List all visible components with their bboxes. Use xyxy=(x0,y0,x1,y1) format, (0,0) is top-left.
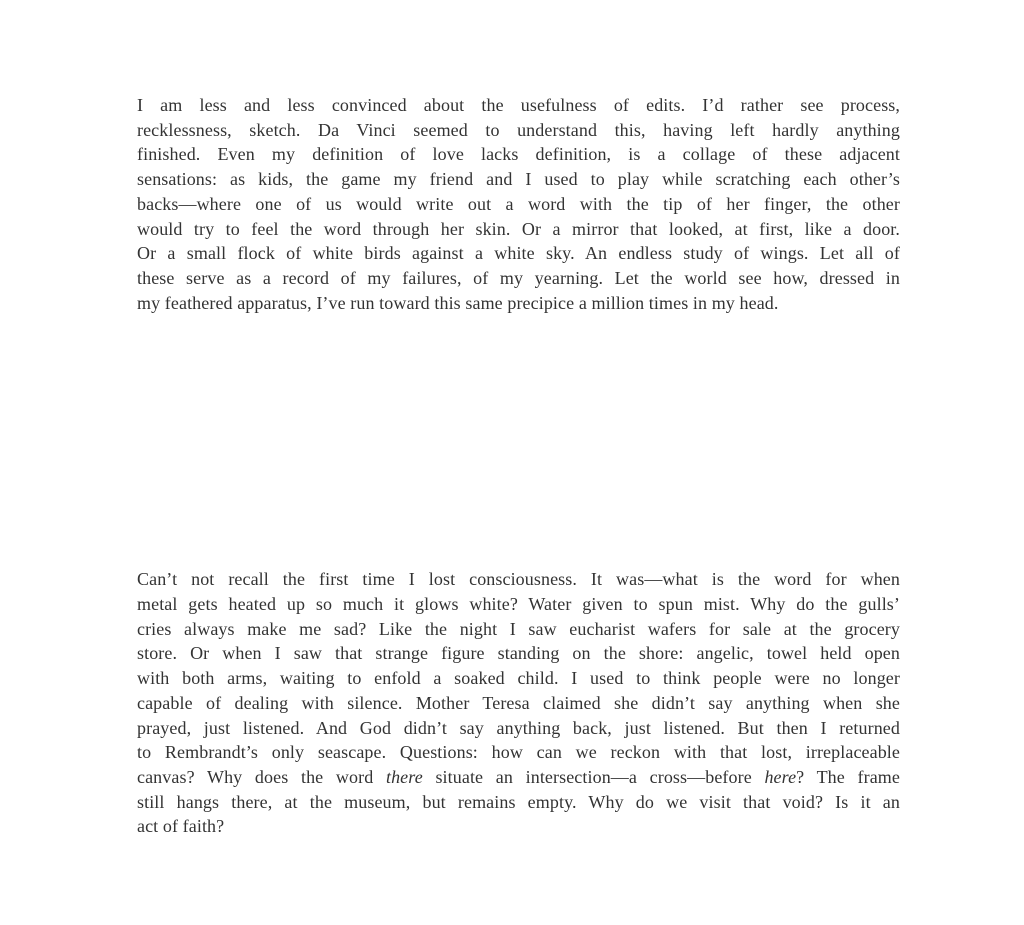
text-line: act of faith? xyxy=(137,816,225,837)
text-line: still hangs there, at the museum, but remains empty. Why do we visit that void? Is it an xyxy=(137,791,900,812)
text-line: capable of dealing with silence. Mother Teresa claimed she didn’t say anything when she xyxy=(137,692,900,713)
text-line: recklessness, sketch. Da Vinci seemed to understand this, having left hardly anything xyxy=(137,119,900,140)
text-line: Or a small flock of white birds against a white sky. An endless study of wings. Let all of xyxy=(137,243,900,264)
paragraph-1 xyxy=(137,93,900,315)
text-line: backs—where one of us would write out a word with the tip of her finger, the other xyxy=(137,193,900,214)
text-line: I am less and less convinced about the usefulness of edits. I’d rather see process, xyxy=(137,95,900,115)
text-line: to Rembrandt’s only seascape. Questions: how can we reckon with that lost, irreplaceable xyxy=(137,742,900,763)
text-line: cries always make me sad? Like the night I saw eucharist wafers for sale at the grocery xyxy=(137,618,900,639)
text-line: Can’t not recall the first time I lost consciousness. It was—what is the word for when xyxy=(137,569,900,590)
text-line xyxy=(137,765,900,790)
paragraph-2 xyxy=(137,567,900,839)
text-line: finished. Even my definition of love lacks definition, is a collage of these adjacent xyxy=(137,144,900,165)
text-line: prayed, just listened. And God didn’t say anything back, just listened. But then I returned xyxy=(137,717,900,738)
text-line: would try to feel the word through her skin. Or a mirror that looked, at first, like a door. xyxy=(137,218,900,239)
text-segment: situate an intersection—a cross—before xyxy=(422,766,765,787)
text-segment: canvas? Why does the word xyxy=(137,766,386,787)
italic-word: there xyxy=(385,766,423,787)
text-segment: ? The frame xyxy=(796,766,900,787)
italic-word: here xyxy=(764,766,797,787)
text-block xyxy=(137,93,900,839)
text-line: with both arms, waiting to enfold a soaked child. I used to think people were no longer xyxy=(137,668,900,689)
text-line: these serve as a record of my failures, of my yearning. Let the world see how, dressed in xyxy=(137,267,900,288)
text-line: my feathered apparatus, I’ve run toward this same precipice a million times in my head. xyxy=(137,292,779,313)
text-line: store. Or when I saw that strange figure standing on the shore: angelic, towel held open xyxy=(137,643,900,664)
text-line: metal gets heated up so much it glows white? Water given to spun mist. Why do the gulls’ xyxy=(137,594,900,615)
text-line: sensations: as kids, the game my friend and I used to play while scratching each other’s xyxy=(137,169,900,190)
